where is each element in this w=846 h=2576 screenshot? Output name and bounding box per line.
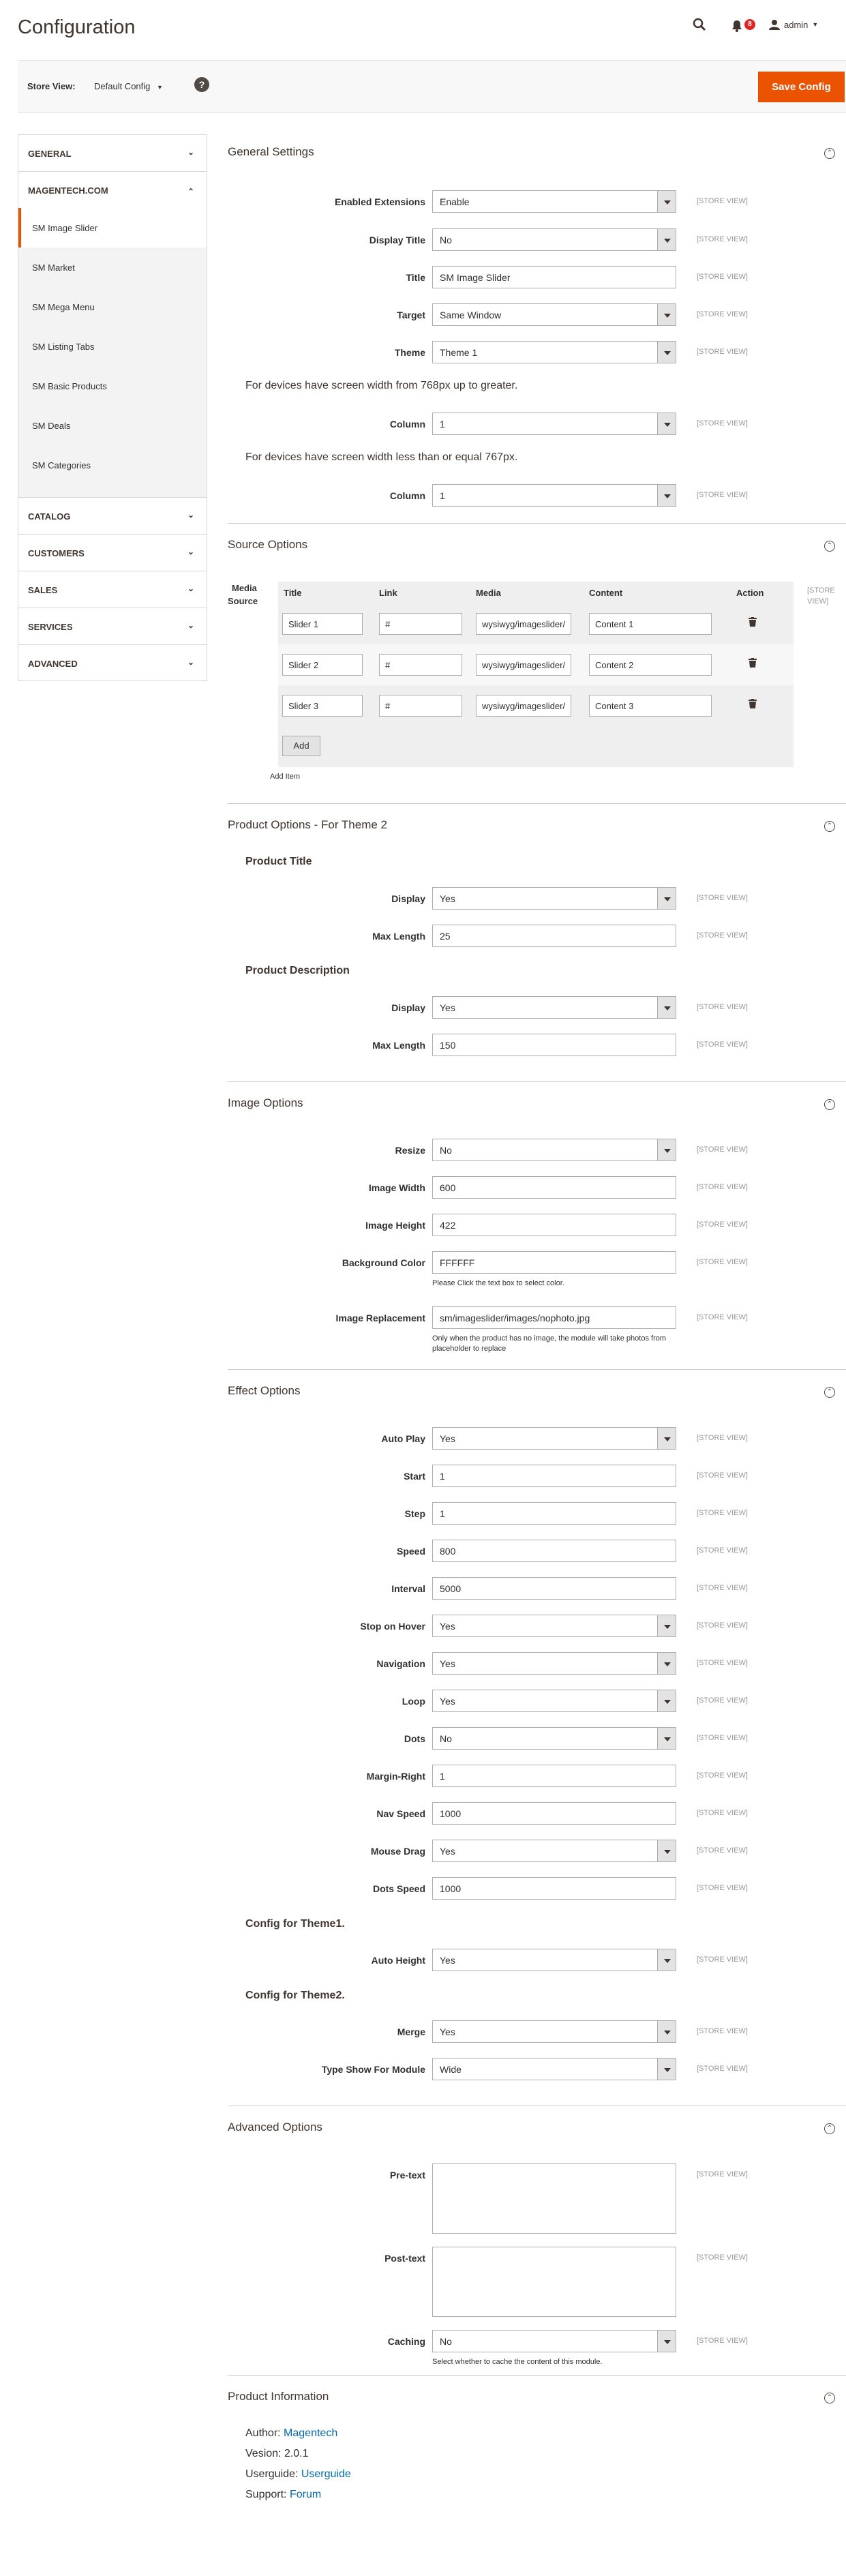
scope-label: [STORE VIEW] (697, 1659, 748, 1667)
product-description-max-length-input[interactable]: 150 (432, 1034, 676, 1056)
scope-label: [STORE VIEW] (697, 1258, 748, 1266)
step-input[interactable]: 1 (432, 1502, 676, 1525)
info-version (245, 2448, 309, 2460)
sidebar-item-sm-deals[interactable] (18, 406, 207, 445)
media-source-label-line2: Source (228, 596, 258, 606)
dropdown-arrow-icon[interactable] (657, 1139, 676, 1161)
field-enabled-extensions (228, 190, 846, 213)
scope-label: [STORE VIEW] (697, 273, 748, 281)
scope-label: [STORE VIEW] (697, 1040, 748, 1049)
media-source-field (228, 582, 846, 786)
field-label: Stop on Hover (360, 1621, 425, 1632)
field-note: Only when the product has no image, the module will take photos from placeholder to replace (432, 1334, 667, 1353)
field-auto-height (228, 1949, 846, 1972)
scope-label: [STORE VIEW] (697, 1809, 748, 1817)
slide-media-input[interactable]: wysiwyg/imageslider/ (476, 695, 571, 717)
field-label: Max Length (372, 1040, 425, 1051)
admin-user-name: admin (784, 19, 809, 30)
sidebar-section-services[interactable] (18, 608, 207, 644)
field-theme (228, 341, 846, 364)
section-divider (228, 1369, 846, 1370)
field-label: Title (406, 272, 425, 283)
field-product-title-max-length (228, 925, 846, 948)
section-title-image[interactable]: Image Options (228, 1096, 303, 1109)
margin-right-input[interactable]: 1 (432, 1765, 676, 1787)
subhead-config-theme2: Config for Theme2. (245, 1990, 345, 2001)
field-interval (228, 1577, 846, 1600)
chevron-down-icon: ⌄ (187, 657, 194, 667)
sidebar-item-label: SM Basic Products (32, 381, 107, 391)
dots-speed-input[interactable]: 1000 (432, 1877, 676, 1900)
scope-label: [STORE VIEW] (697, 197, 748, 205)
dropdown-arrow-icon[interactable] (657, 2058, 676, 2080)
sidebar-item-label: SM Categories (32, 460, 91, 470)
field-label: Display (391, 1002, 425, 1013)
section-title-product-information[interactable]: Product Information (228, 2390, 329, 2403)
field-background-color (228, 1251, 846, 1287)
field-product-description-max-length (228, 1034, 846, 1057)
page-title: Configuration (18, 16, 136, 38)
dropdown-arrow-icon[interactable] (657, 1427, 676, 1450)
sidebar-section-label: CUSTOMERS (28, 548, 85, 558)
subhead-desktop: For devices have screen width from 768px up to greater. (245, 380, 518, 391)
sidebar-section-advanced[interactable] (18, 644, 207, 681)
sidebar-item-label: SM Image Slider (32, 223, 98, 233)
store-view-selected: Default Config (94, 81, 151, 91)
collapse-icon[interactable]: ⌃ (824, 148, 835, 159)
scope-label: [STORE VIEW] (697, 931, 748, 940)
enabled-extensions-select[interactable]: Enable (432, 190, 676, 213)
sidebar-item-sm-listing-tabs[interactable] (18, 327, 207, 366)
sidebar-subitems (18, 208, 207, 497)
target-select[interactable]: Same Window (432, 303, 676, 326)
scope-label: [STORE VIEW] (697, 310, 748, 318)
sidebar-item-sm-basic-products[interactable] (18, 366, 207, 406)
field-label: Mouse Drag (370, 1846, 425, 1857)
dropdown-arrow-icon[interactable] (657, 413, 676, 435)
slide-content-input[interactable]: Content 1 (589, 613, 712, 635)
dropdown-arrow-icon[interactable] (657, 1615, 676, 1637)
field-label: Auto Play (381, 1433, 425, 1444)
sidebar-section-catalog[interactable] (18, 497, 207, 534)
sidebar-section-label: CATALOG (28, 511, 71, 522)
field-column-desktop (228, 413, 846, 436)
sidebar-item-sm-image-slider[interactable] (18, 208, 207, 248)
field-label: Display Title (369, 235, 425, 245)
dropdown-arrow-icon[interactable] (657, 887, 676, 910)
chevron-down-icon: ⌄ (187, 584, 194, 593)
sidebar-section-sales[interactable] (18, 571, 207, 608)
caching-select[interactable]: No (432, 2330, 676, 2352)
section-title-advanced[interactable]: Advanced Options (228, 2121, 322, 2133)
scope-label: [STORE VIEW] (697, 2065, 748, 2073)
sidebar-section-label: SERVICES (28, 622, 73, 632)
field-title (228, 266, 846, 289)
sidebar-section-customers[interactable] (18, 534, 207, 571)
scope-label: [STORE VIEW] (697, 1220, 748, 1229)
field-label: Dots Speed (372, 1883, 425, 1894)
column-header: Action (736, 588, 764, 598)
column-header: Link (379, 588, 397, 598)
field-label: Background Color (342, 1257, 425, 1268)
product-title-max-length-input[interactable]: 25 (432, 925, 676, 947)
field-loop (228, 1690, 846, 1713)
subhead-product-title: Product Title (245, 856, 312, 867)
info-label: Support: (245, 2489, 287, 2500)
product-description-display-select[interactable]: Yes (432, 996, 676, 1019)
field-label: Column (389, 490, 425, 501)
field-type-show-for-module (228, 2058, 846, 2081)
save-config-button[interactable]: Save Config (758, 72, 845, 102)
field-label: Image Replacement (335, 1313, 425, 1323)
info-userguide (245, 2468, 351, 2481)
trash-icon[interactable] (749, 658, 757, 668)
scope-label: [STORE VIEW] (697, 1621, 748, 1630)
field-image-replacement (228, 1306, 846, 1353)
page-header (0, 0, 846, 60)
sidebar-section-magentech[interactable] (18, 171, 207, 208)
sidebar-item-label: SM Listing Tabs (32, 342, 95, 352)
dropdown-arrow-icon[interactable] (657, 1690, 676, 1712)
field-product-title-display (228, 887, 846, 910)
chevron-down-icon: ⌄ (187, 510, 194, 520)
scope-label: [STORE VIEW] (697, 419, 748, 428)
field-label: Image Width (368, 1182, 425, 1193)
field-image-height (228, 1214, 846, 1237)
column-mobile-select[interactable]: 1 (432, 484, 676, 507)
collapse-icon[interactable]: ⌃ (824, 2123, 835, 2134)
section-divider (228, 523, 846, 524)
merge-select[interactable]: Yes (432, 2020, 676, 2043)
mouse-drag-select[interactable]: Yes (432, 1840, 676, 1862)
store-view-label: Store View: (27, 81, 76, 91)
dropdown-arrow-icon[interactable] (657, 341, 676, 363)
sidebar-item-label: SM Market (32, 263, 75, 273)
navigation-select[interactable]: Yes (432, 1652, 676, 1675)
userguide-link[interactable]: Userguide (301, 2468, 351, 2480)
field-dots-speed (228, 1877, 846, 1900)
image-replacement-input[interactable]: sm/imageslider/images/nophoto.jpg (432, 1306, 676, 1329)
field-step (228, 1502, 846, 1525)
sidebar-spacer (18, 485, 207, 497)
field-target (228, 303, 846, 327)
scope-label-line1: [STORE (807, 586, 835, 595)
product-title-display-select[interactable]: Yes (432, 887, 676, 910)
field-label: Max Length (372, 931, 425, 942)
search-icon[interactable] (693, 18, 706, 31)
field-start (228, 1465, 846, 1488)
scope-label: [STORE VIEW] (697, 1846, 748, 1855)
trash-icon[interactable] (749, 699, 757, 708)
scope-label: [STORE VIEW] (697, 1771, 748, 1780)
sidebar-section-label: ADVANCED (28, 659, 78, 669)
field-dots (228, 1727, 846, 1750)
dropdown-arrow-icon[interactable] (657, 1840, 676, 1862)
field-label: Margin-Right (366, 1771, 425, 1782)
field-label: Post-text (384, 2253, 425, 2264)
admin-user-menu[interactable] (769, 19, 818, 30)
media-source-label-line1: Media (232, 583, 257, 593)
scope-label: [STORE VIEW] (697, 894, 748, 902)
scope-label: [STORE VIEW] (697, 2027, 748, 2035)
sidebar-section-label: GENERAL (28, 149, 72, 159)
dropdown-arrow-icon[interactable] (657, 303, 676, 326)
column-header: Content (589, 588, 623, 598)
scope-label: [STORE VIEW] (697, 1183, 748, 1191)
slide-content-input[interactable]: Content 3 (589, 695, 712, 717)
dropdown-arrow-icon[interactable] (657, 1949, 676, 1971)
scope-label: [STORE VIEW] (697, 1956, 748, 1964)
chevron-down-icon: ⌄ (187, 620, 194, 630)
media-source-label (228, 582, 258, 608)
field-speed (228, 1540, 846, 1563)
dropdown-arrow-icon[interactable] (657, 2330, 676, 2352)
sidebar-item-sm-categories[interactable] (18, 445, 207, 485)
scope-label: [STORE VIEW] (697, 2253, 748, 2262)
column-header: Media (476, 588, 501, 598)
post-text-textarea[interactable] (432, 2247, 676, 2317)
slide-link-input[interactable]: # (379, 654, 462, 676)
caret-down-icon: ▼ (157, 84, 163, 91)
field-label: Loop (402, 1696, 425, 1707)
pre-text-textarea[interactable] (432, 2163, 676, 2234)
type-show-for-module-select[interactable]: Wide (432, 2058, 676, 2080)
sidebar-section-general[interactable] (18, 134, 207, 171)
speed-input[interactable]: 800 (432, 1540, 676, 1562)
theme-select[interactable]: Theme 1 (432, 341, 676, 363)
bell-icon[interactable] (731, 19, 743, 33)
field-label: Target (397, 310, 425, 320)
dropdown-arrow-icon[interactable] (657, 996, 676, 1019)
dropdown-arrow-icon[interactable] (657, 190, 676, 213)
field-resize (228, 1139, 846, 1162)
loop-select[interactable]: Yes (432, 1690, 676, 1712)
auto-height-select[interactable]: Yes (432, 1949, 676, 1971)
section-title-effect[interactable]: Effect Options (228, 1384, 301, 1397)
scope-label: [STORE VIEW] (697, 2337, 748, 2345)
field-auto-play (228, 1427, 846, 1450)
trash-icon[interactable] (749, 617, 757, 627)
slide-content-input[interactable]: Content 2 (589, 654, 712, 676)
field-label: Pre-text (389, 2170, 425, 2181)
scope-label: [STORE VIEW] (697, 1003, 748, 1011)
field-column-mobile (228, 484, 846, 507)
add-item-caption: Add Item (270, 773, 301, 781)
dropdown-arrow-icon[interactable] (657, 1652, 676, 1675)
column-header: Title (284, 588, 302, 598)
scope-label (807, 585, 835, 607)
field-image-width (228, 1176, 846, 1199)
subhead-mobile: For devices have screen width less than or equal 767px. (245, 451, 518, 463)
dropdown-arrow-icon[interactable] (657, 2020, 676, 2043)
section-title-product[interactable]: Product Options - For Theme 2 (228, 818, 388, 831)
slide-media-input[interactable]: wysiwyg/imageslider/ (476, 654, 571, 676)
media-source-table (278, 582, 794, 767)
field-nav-speed (228, 1802, 846, 1825)
image-height-input[interactable]: 422 (432, 1214, 676, 1236)
chevron-down-icon: ⌄ (187, 547, 194, 556)
background-color-input[interactable]: FFFFFF (432, 1251, 676, 1274)
field-note: Select whether to cache the content of this module. (432, 2358, 603, 2366)
sidebar-section-label: MAGENTECH.COM (28, 185, 108, 196)
scope-label: [STORE VIEW] (697, 1546, 748, 1555)
section-divider (228, 1081, 846, 1082)
field-label: Merge (397, 2026, 425, 2037)
field-label: Type Show For Module (321, 2064, 425, 2075)
user-icon (769, 19, 780, 30)
section-divider (228, 803, 846, 804)
chevron-up-icon: ⌃ (187, 187, 194, 196)
author-link[interactable]: Magentech (284, 2427, 338, 2439)
scope-label: [STORE VIEW] (697, 491, 748, 499)
info-author (245, 2427, 337, 2440)
collapse-icon[interactable]: ⌃ (824, 541, 835, 552)
sidebar-item-label: SM Mega Menu (32, 302, 95, 312)
field-label: Step (404, 1508, 425, 1519)
field-label: Speed (396, 1546, 425, 1557)
auto-play-select[interactable]: Yes (432, 1427, 676, 1450)
sidebar-section-label: SALES (28, 585, 58, 595)
scope-label: [STORE VIEW] (697, 1434, 748, 1442)
stop-on-hover-select[interactable]: Yes (432, 1615, 676, 1637)
image-width-input[interactable]: 600 (432, 1176, 676, 1199)
field-label: Interval (391, 1583, 425, 1594)
field-label: Display (391, 893, 425, 904)
slide-media-input[interactable]: wysiwyg/imageslider/ (476, 613, 571, 635)
field-post-text (228, 2247, 846, 2318)
field-label: Column (389, 419, 425, 430)
table-row (278, 603, 794, 644)
collapse-icon[interactable]: ⌃ (824, 2393, 835, 2403)
subhead-product-description: Product Description (245, 965, 350, 976)
dropdown-arrow-icon[interactable] (657, 1727, 676, 1750)
sidebar-item-label: SM Deals (32, 421, 71, 431)
scope-label: [STORE VIEW] (697, 1313, 748, 1321)
version-value: 2.0.1 (284, 2448, 309, 2459)
sidebar-item-sm-market[interactable] (18, 248, 207, 287)
field-display-title (228, 228, 846, 252)
field-label: Resize (395, 1145, 425, 1156)
slide-link-input[interactable]: # (379, 613, 462, 635)
table-row (278, 685, 794, 726)
start-input[interactable]: 1 (432, 1465, 676, 1487)
column-desktop-select[interactable]: 1 (432, 413, 676, 435)
collapse-icon[interactable]: ⌃ (824, 1099, 835, 1110)
title-input[interactable]: SM Image Slider (432, 266, 676, 288)
scope-label: [STORE VIEW] (697, 1734, 748, 1742)
scope-label: [STORE VIEW] (697, 348, 748, 356)
chevron-down-icon: ⌄ (187, 147, 194, 157)
field-label: Nav Speed (376, 1808, 425, 1819)
field-merge (228, 2020, 846, 2043)
field-caching (228, 2330, 846, 2366)
sidebar-item-sm-mega-menu[interactable] (18, 287, 207, 327)
interval-input[interactable]: 5000 (432, 1577, 676, 1600)
section-title-source[interactable]: Source Options (228, 538, 308, 551)
store-view-switcher[interactable] (94, 81, 163, 91)
field-product-description-display (228, 996, 846, 1019)
scope-label: [STORE VIEW] (697, 235, 748, 243)
section-divider (228, 2375, 846, 2376)
section-title-general[interactable]: General Settings (228, 145, 314, 158)
table-row (278, 644, 794, 685)
notification-count-badge: 8 (744, 19, 755, 30)
resize-select[interactable]: No (432, 1139, 676, 1161)
collapse-icon[interactable]: ⌃ (824, 821, 835, 832)
field-label: Enabled Extensions (334, 196, 425, 207)
scope-label: [STORE VIEW] (697, 1884, 748, 1892)
field-mouse-drag (228, 1840, 846, 1863)
scope-label: [STORE VIEW] (697, 2170, 748, 2178)
support-link[interactable]: Forum (289, 2489, 322, 2500)
dropdown-arrow-icon[interactable] (657, 228, 676, 251)
slide-title-input[interactable]: Slider 2 (282, 654, 363, 676)
dropdown-arrow-icon[interactable] (657, 484, 676, 507)
scope-label-line2: VIEW] (807, 597, 829, 605)
field-label: Dots (404, 1733, 425, 1744)
field-label: Auto Height (371, 1955, 425, 1966)
field-stop-on-hover (228, 1615, 846, 1638)
info-label: Userguide: (245, 2468, 299, 2480)
field-pre-text (228, 2163, 846, 2234)
field-label: Navigation (376, 1658, 425, 1669)
subhead-config-theme1: Config for Theme1. (245, 1918, 345, 1930)
scope-label: [STORE VIEW] (697, 1145, 748, 1154)
slide-title-input[interactable]: Slider 3 (282, 695, 363, 717)
field-navigation (228, 1652, 846, 1675)
info-label: Author: (245, 2427, 281, 2439)
caret-down-icon: ▼ (812, 21, 819, 28)
scope-label: [STORE VIEW] (697, 1509, 748, 1517)
collapse-icon[interactable]: ⌃ (824, 1387, 835, 1398)
help-icon[interactable]: ? (194, 77, 209, 92)
display-title-select[interactable]: No (432, 228, 676, 251)
field-note: Please Click the text box to select color. (432, 1279, 564, 1287)
store-view-bar (18, 60, 846, 113)
dots-select[interactable]: No (432, 1727, 676, 1750)
slide-title-input[interactable]: Slider 1 (282, 613, 363, 635)
field-label: Caching (387, 2336, 425, 2347)
field-label: Image Height (365, 1220, 425, 1231)
scope-label: [STORE VIEW] (697, 1696, 748, 1705)
field-label: Theme (394, 347, 425, 358)
add-row-button[interactable]: Add (282, 736, 320, 756)
field-margin-right (228, 1765, 846, 1788)
nav-speed-input[interactable]: 1000 (432, 1802, 676, 1825)
config-sidebar (18, 134, 207, 681)
info-label: Vesion: (245, 2448, 282, 2459)
scope-label: [STORE VIEW] (697, 1584, 748, 1592)
scope-label: [STORE VIEW] (697, 1471, 748, 1480)
slide-link-input[interactable]: # (379, 695, 462, 717)
field-label: Start (404, 1471, 425, 1482)
info-support (245, 2489, 321, 2501)
